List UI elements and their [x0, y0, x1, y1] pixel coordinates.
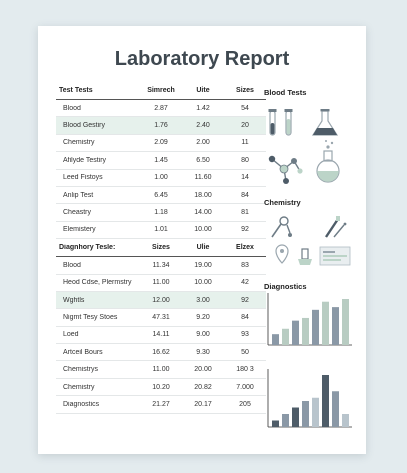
row-test-name: Wghtls [63, 296, 85, 304]
chart-bar [332, 391, 339, 427]
table-row [56, 222, 266, 239]
chemistry-illustration [264, 207, 354, 285]
row-value-3: 81 [241, 209, 249, 217]
header-test-name: Test Tests [59, 87, 93, 94]
row-value-2: 11.60 [194, 174, 212, 182]
chart-bar [282, 414, 289, 427]
chart-bar [282, 329, 289, 345]
chart-bar [312, 310, 319, 345]
row-value-1: 11.34 [152, 261, 170, 269]
row-test-name: Cheastry [63, 209, 92, 217]
results-table [56, 82, 266, 414]
blood-tests-title: Blood Tests [264, 88, 307, 97]
row-value-1: 2.09 [154, 139, 168, 147]
row-value-3: 92 [241, 296, 249, 304]
chart-bar [312, 398, 319, 427]
row-value-2: 9.20 [196, 313, 210, 321]
row-test-name: Heod Cdse, Plermstry [63, 279, 132, 287]
row-value-2: 14.00 [194, 209, 212, 217]
table-row [56, 292, 266, 309]
row-value-3: 14 [241, 174, 249, 182]
row-value-1: 1.45 [154, 156, 168, 164]
row-value-3: 84 [241, 313, 249, 321]
row-test-name: Afilyde Testiry [63, 156, 107, 164]
row-value-3: 7.000 [236, 383, 254, 391]
header-col-1: Sizes [152, 244, 170, 252]
row-value-2: 18.00 [194, 191, 212, 199]
row-test-name: Leed Fistoys [63, 174, 103, 182]
row-value-1: 12.00 [152, 296, 170, 304]
row-value-2: 20.00 [194, 366, 212, 374]
chart-bar [272, 421, 279, 428]
row-value-2: 20.82 [194, 383, 212, 391]
table-row [56, 379, 266, 396]
row-value-3: 205 [239, 400, 251, 408]
chart-bar [322, 302, 329, 345]
header-col-1: Simrech [147, 87, 175, 94]
report-card-icon [320, 247, 350, 265]
row-value-3: 80 [241, 156, 249, 164]
row-value-2: 1.42 [196, 104, 210, 112]
molecule-icon [269, 156, 303, 184]
table-header [56, 82, 266, 100]
report-page [38, 26, 366, 454]
row-value-3: 20 [241, 122, 249, 130]
row-value-2: 2.40 [196, 122, 210, 130]
row-value-3: 11 [241, 139, 249, 147]
row-value-2: 9.00 [196, 331, 210, 339]
header-col-2: Uite [196, 87, 210, 94]
row-value-1: 10.20 [152, 383, 170, 391]
table-row [56, 257, 266, 274]
diagnostics-chart-1 [264, 291, 354, 349]
row-test-name: Chemistry [63, 139, 95, 147]
chart-bar [292, 321, 299, 345]
row-value-1: 14.11 [152, 331, 170, 339]
table-row [56, 309, 266, 326]
row-value-1: 1.76 [154, 122, 168, 130]
table-row [56, 344, 266, 361]
row-value-1: 16.62 [152, 348, 170, 356]
table-row [56, 152, 266, 169]
chart-bar [322, 375, 329, 427]
row-value-3: 93 [241, 331, 249, 339]
table-row [56, 361, 266, 378]
table-row [56, 135, 266, 152]
row-test-name: Blood [63, 104, 81, 112]
round-flask-icon [317, 140, 339, 182]
row-test-name: Chemistry [63, 383, 95, 391]
header-col-3: Elzex [236, 244, 254, 252]
row-value-2: 19.00 [194, 261, 212, 269]
beaker-icon [298, 249, 312, 265]
row-value-3: 83 [241, 261, 249, 269]
table-row [56, 204, 266, 221]
row-test-name: Anlip Test [63, 191, 94, 199]
row-value-3: 42 [241, 279, 249, 287]
row-value-1: 2.87 [154, 104, 168, 112]
table-row [56, 100, 266, 117]
row-value-2: 10.00 [194, 226, 212, 234]
row-test-name: Chemistrys [63, 366, 99, 374]
pipette-icon [326, 216, 346, 237]
row-value-1: 21.27 [152, 400, 170, 408]
row-value-1: 1.18 [154, 209, 168, 217]
row-value-3: 84 [241, 191, 249, 199]
table-row [56, 117, 266, 134]
row-test-name: Diagnostics [63, 400, 100, 408]
test-tubes-icon [269, 109, 293, 135]
row-value-1: 47.31 [152, 313, 170, 321]
table-row [56, 187, 266, 204]
chemistry-section [264, 198, 354, 285]
row-value-3: 180 3 [236, 366, 254, 374]
chart-bar [302, 401, 309, 427]
row-value-2: 9.30 [196, 348, 210, 356]
diagnostics-chart-2 [264, 367, 354, 431]
row-test-name: Blood [63, 261, 81, 269]
row-value-1: 11.00 [152, 366, 170, 374]
chart-bar [292, 408, 299, 428]
row-test-name: Blood Gestiry [63, 122, 106, 130]
table-body [56, 100, 266, 239]
row-test-name: Artceil Bours [63, 348, 103, 356]
table-row [56, 170, 266, 187]
location-pin-icon [276, 245, 288, 263]
row-value-2: 3.00 [196, 296, 210, 304]
lab-tools-icon [272, 217, 292, 237]
row-test-name: Elemistery [63, 226, 96, 234]
header-test-name: Diagnhory Tesle: [59, 244, 116, 252]
chart-bar [332, 307, 339, 345]
table-row [56, 327, 266, 344]
row-value-2: 6.50 [196, 156, 210, 164]
table-row [56, 275, 266, 292]
table-row [56, 396, 266, 413]
table-header [56, 239, 266, 257]
row-value-3: 50 [241, 348, 249, 356]
row-value-1: 1.01 [154, 226, 168, 234]
table-body [56, 257, 266, 414]
row-value-2: 10.00 [194, 279, 212, 287]
row-value-1: 6.45 [154, 191, 168, 199]
diagnostics-section [264, 282, 354, 431]
report-title: Laboratory Report [114, 48, 290, 70]
row-value-1: 11.00 [152, 279, 170, 287]
row-test-name: Loed [63, 331, 79, 339]
row-test-name: Nigmt Tesy Stoes [63, 313, 118, 321]
chart-bar [342, 299, 349, 345]
diagnostics-title: Diagnostics [264, 282, 307, 291]
row-value-3: 92 [241, 226, 249, 234]
row-value-3: 54 [241, 104, 249, 112]
blood-tests-section [264, 88, 354, 187]
header-col-3: Sizes [236, 87, 254, 94]
row-value-2: 20.17 [194, 400, 212, 408]
chart-bar [302, 318, 309, 345]
blood-tests-illustration [264, 97, 354, 187]
header-col-2: Ulie [196, 244, 210, 252]
row-value-1: 1.00 [154, 174, 168, 182]
chemistry-title: Chemistry [264, 198, 301, 207]
row-value-2: 2.00 [196, 139, 210, 147]
chart-bar [342, 414, 349, 427]
erlenmeyer-flask-icon [313, 109, 337, 135]
chart-bar [272, 334, 279, 345]
